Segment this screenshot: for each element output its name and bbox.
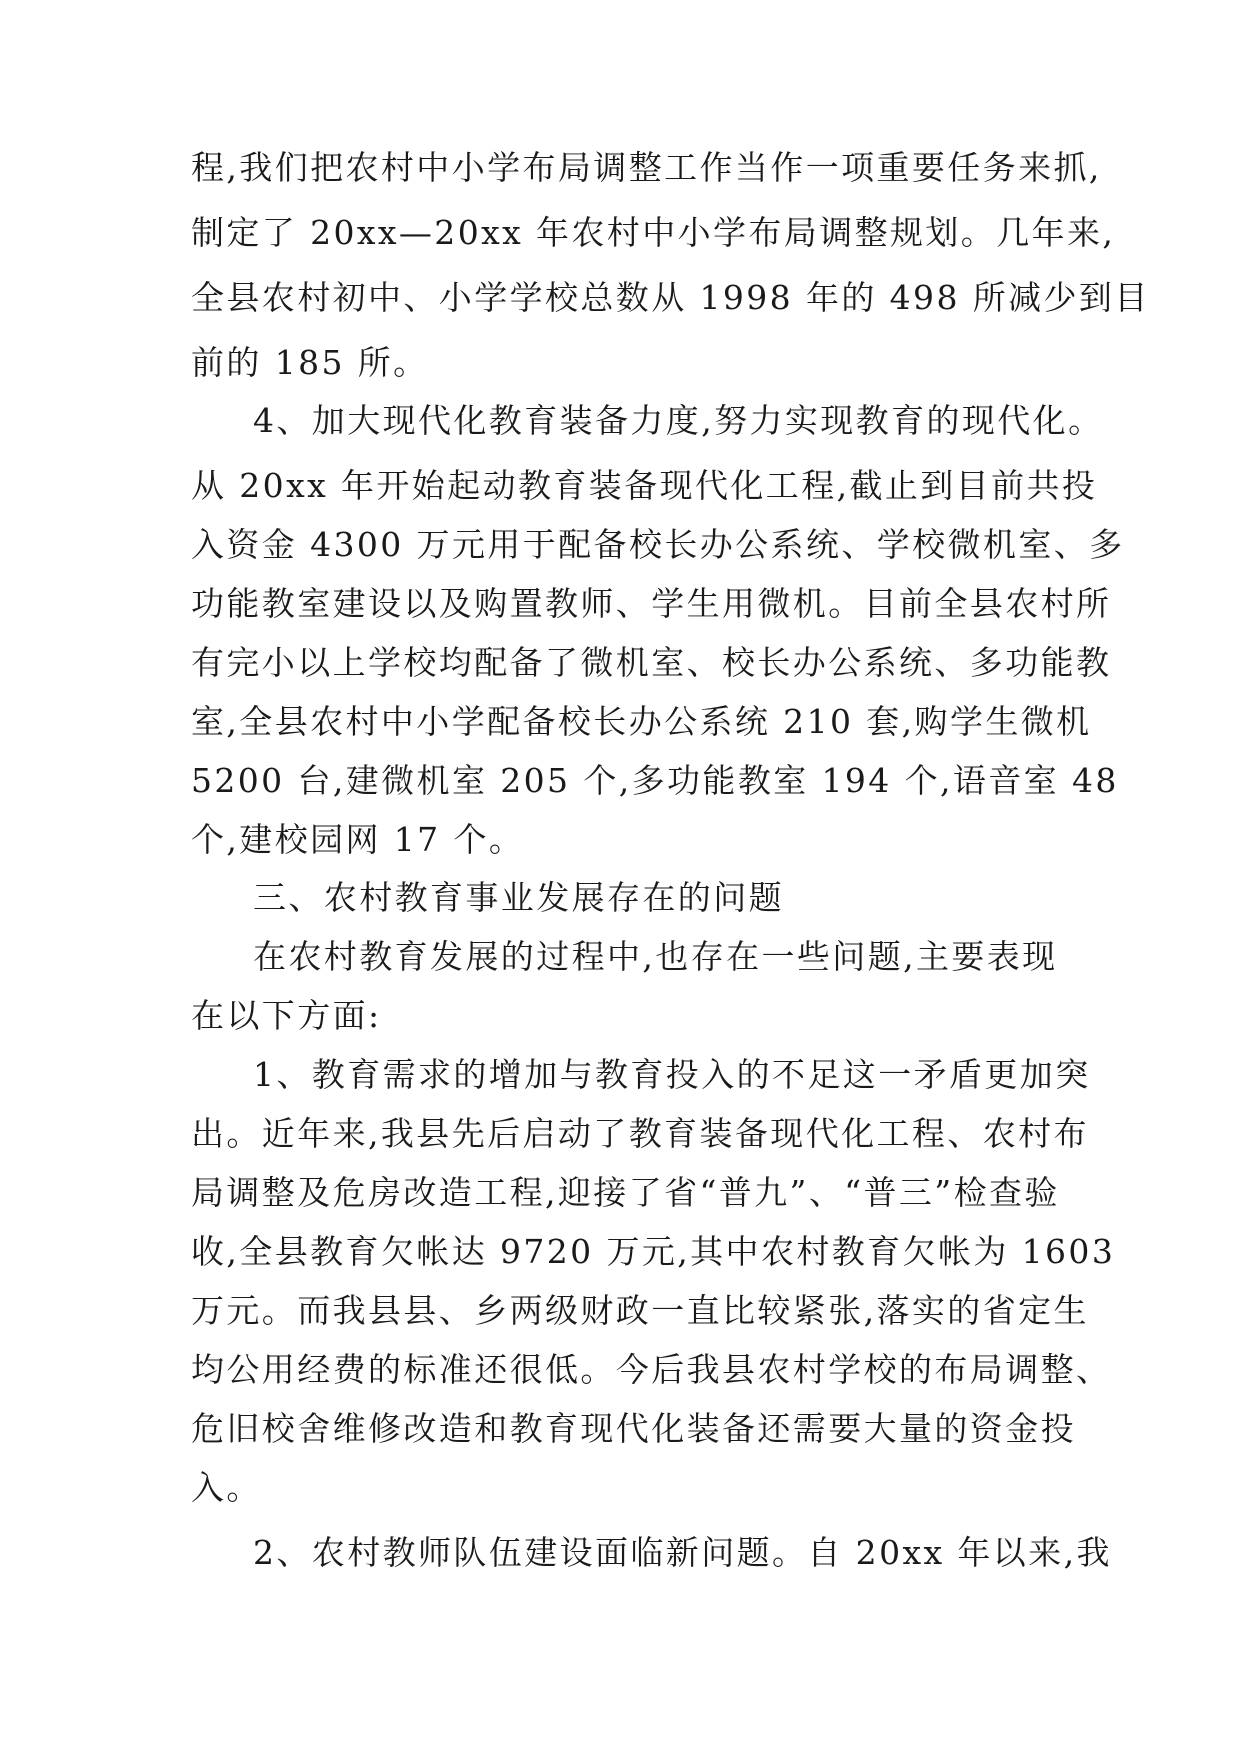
text-line-6: 从 20xx 年开始起动教育装备现代化工程,截止到目前共投	[191, 466, 1098, 505]
text-line-21: 均公用经费的标准还很低。今后我县农村学校的布局调整、	[191, 1350, 1112, 1389]
text-line-15: 在以下方面:	[191, 996, 382, 1035]
text-line-1: 程,我们把农村中小学布局调整工作当作一项重要任务来抓,	[191, 148, 1102, 187]
text-line-4: 前的 185 所。	[191, 343, 429, 382]
text-line-11: 5200 台,建微机室 205 个,多功能教室 194 个,语音室 48	[191, 761, 1119, 800]
text-line-17: 出。近年来,我县先后启动了教育装备现代化工程、农村布	[191, 1114, 1089, 1153]
text-line-12: 个,建校园网 17 个。	[191, 820, 525, 859]
text-line-18: 局调整及危房改造工程,迎接了省“普九”、“普三”检查验	[191, 1173, 1060, 1212]
text-line-19: 收,全县教育欠帐达 9720 万元,其中农村教育欠帐为 1603	[191, 1232, 1116, 1271]
section-heading-3: 三、农村教育事业发展存在的问题	[253, 878, 784, 917]
text-line-14: 在农村教育发展的过程中,也存在一些问题,主要表现	[253, 937, 1058, 976]
text-line-2: 制定了 20xx—20xx 年农村中小学布局调整规划。几年来,	[191, 213, 1116, 252]
text-line-9: 有完小以上学校均配备了微机室、校长办公系统、多功能教	[191, 643, 1112, 682]
text-line-3: 全县农村初中、小学学校总数从 1998 年的 498 所减少到目	[191, 278, 1150, 317]
paragraph-heading-4: 4、加大现代化教育装备力度,努力实现教育的现代化。	[253, 401, 1104, 440]
text-line-22: 危旧校舍维修改造和教育现代化装备还需要大量的资金投	[191, 1409, 1076, 1448]
text-line-20: 万元。而我县县、乡两级财政一直比较紧张,落实的省定生	[191, 1291, 1089, 1330]
text-line-10: 室,全县农村中小学配备校长办公系统 210 套,购学生微机	[191, 702, 1092, 741]
paragraph-heading-2: 2、农村教师队伍建设面临新问题。自 20xx 年以来,我	[253, 1533, 1112, 1572]
text-line-23: 入。	[191, 1468, 262, 1507]
text-line-8: 功能教室建设以及购置教师、学生用微机。目前全县农村所	[191, 584, 1112, 623]
paragraph-heading-1: 1、教育需求的增加与教育投入的不足这一矛盾更加突	[253, 1055, 1091, 1094]
text-line-7: 入资金 4300 万元用于配备校长办公系统、学校微机室、多	[191, 525, 1125, 564]
